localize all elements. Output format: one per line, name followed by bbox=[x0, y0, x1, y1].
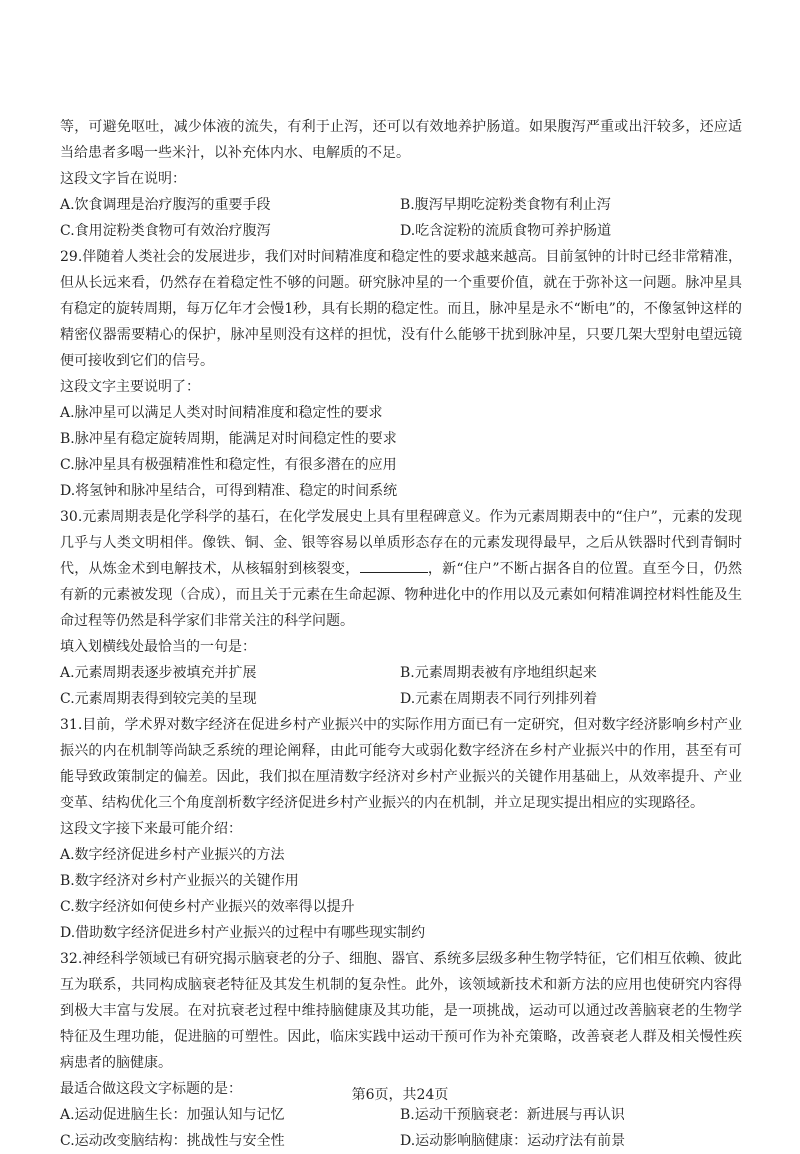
question-30-options bbox=[60, 660, 742, 712]
option-d[interactable]: D.借助数字经济促进乡村产业振兴的过程中有哪些现实制约 bbox=[60, 925, 426, 941]
page-content bbox=[60, 114, 742, 1154]
page-number: 第6页，共24页 bbox=[351, 1087, 449, 1103]
question-31-options bbox=[60, 842, 742, 946]
option-a[interactable]: A.运动促进脑生长：加强认知与记忆 bbox=[60, 1107, 285, 1123]
option-b[interactable]: B.运动干预脑衰老：新进展与再认识 bbox=[400, 1107, 625, 1123]
option-c[interactable]: C.元素周期表得到较完美的呈现 bbox=[60, 691, 257, 707]
question-28-passage: 等，可避免呕吐，减少体液的流失，有利于止泻，还可以有效地养护肠道。如果腹泻严重或出汗较多，还应适当给患者多喝一些米汁，以补充体内水、电解质的不足。 bbox=[60, 119, 742, 161]
option-b[interactable]: B.腹泻早期吃淀粉类食物有利止泻 bbox=[400, 197, 611, 213]
question-28-prompt: 这段文字旨在说明： bbox=[60, 171, 186, 187]
option-c[interactable]: C.运动改变脑结构：挑战性与安全性 bbox=[60, 1133, 285, 1149]
question-30 bbox=[60, 504, 742, 712]
question-32-passage: 32.神经科学领域已有研究揭示脑衰老的分子、细胞、器官、系统多层级多种生物学特征，它们相互依赖、彼此互为联系，共同构成脑衰老特征及其发生机制的复杂性。此外，该领域新技术和新方法的应用也使研究内容得到极大丰富与发展。在对抗衰老过程中维持脑健康及其功能，是一项挑战，运动可以通过改善脑衰老的生物学特征及生理功能，促进脑的可塑性。因此，临床实践中运动干预可作为补充策略，改善衰老人群及相关慢性疾病患者的脑健康。 bbox=[60, 951, 742, 1071]
question-29-prompt: 这段文字主要说明了： bbox=[60, 379, 200, 395]
option-b[interactable]: B.元素周期表被有序地组织起来 bbox=[400, 665, 597, 681]
question-32-prompt: 最适合做这段文字标题的是： bbox=[60, 1081, 242, 1097]
option-c[interactable]: C.脉冲星具有极强精准性和稳定性，有很多潜在的应用 bbox=[60, 457, 397, 473]
question-31-passage: 31.目前，学术界对数字经济在促进乡村产业振兴中的实际作用方面已有一定研究，但对数字经济影响乡村产业振兴的内在机制等尚缺乏系统的理论阐释，由此可能夸大或弱化数字经济在乡村产业振兴中的作用，甚至有可能导致政策制定的偏差。因此，我们拟在厘清数字经济对乡村产业振兴的关键作用基础上，从效率提升、产业变革、结构优化三个角度剖析数字经济促进乡村产业振兴的内在机制，并立足现实提出相应的实现路径。 bbox=[60, 717, 742, 811]
option-b[interactable]: B.脉冲星有稳定旋转周期，能满足对时间稳定性的要求 bbox=[60, 431, 397, 447]
option-d[interactable]: D.吃含淀粉的流质食物可养护肠道 bbox=[400, 223, 612, 239]
option-d[interactable]: D.运动影响脑健康：运动疗法有前景 bbox=[400, 1133, 626, 1149]
option-d[interactable]: D.元素在周期表不同行列排列着 bbox=[400, 691, 598, 707]
option-c[interactable]: C.数字经济如何使乡村产业振兴的效率得以提升 bbox=[60, 899, 355, 915]
question-31 bbox=[60, 712, 742, 946]
option-c[interactable]: C.食用淀粉类食物可有效治疗腹泻 bbox=[60, 223, 271, 239]
question-29-options bbox=[60, 400, 742, 504]
option-d[interactable]: D.将氢钟和脉冲星结合，可得到精准、稳定的时间系统 bbox=[60, 483, 398, 499]
question-32-options bbox=[60, 1102, 742, 1154]
option-a[interactable]: A.数字经济促进乡村产业振兴的方法 bbox=[60, 847, 285, 863]
option-a[interactable]: A.脉冲星可以满足人类对时间精准度和稳定性的要求 bbox=[60, 405, 383, 421]
question-32 bbox=[60, 946, 742, 1154]
passage-after-blank: ，新“住户”不断占据各自的位置。直至今日，仍然有新的元素被发现（合成），而且关于元素在生命起源、物种进化中的作用以及元素如何精准调控材料性能及生命过程等仍然是科学家们非常关注的科学问题。 bbox=[60, 561, 742, 629]
question-28-options bbox=[60, 192, 742, 244]
fill-in-blank bbox=[360, 558, 428, 573]
question-31-prompt: 这段文字接下来最可能介绍： bbox=[60, 821, 242, 837]
question-29 bbox=[60, 244, 742, 504]
passage-before-blank: 30.元素周期表是化学科学的基石，在化学发展史上具有里程碑意义。作为元素周期表中的“住户”，元素的发现几乎与人类文明相伴。像铁、铜、金、银等容易以单质形态存在的元素发现得最早，之后从铁器时代到青铜时代，从炼金术到电解技术，从核辐射到核裂变， bbox=[60, 509, 742, 577]
question-29-passage: 29.伴随着人类社会的发展进步，我们对时间精准度和稳定性的要求越来越高。目前氢钟的计时已经非常精准，但从长远来看，仍然存在着稳定性不够的问题。研究脉冲星的一个重要价值，就在于弥补这一问题。脉冲星具有稳定的旋转周期，每万亿年才会慢1秒，具有长期的稳定性。而且，脉冲星是永不“断电”的，不像氢钟这样的精密仪器需要精心的保护，脉冲星则没有这样的担忧，没有什么能够干扰到脉冲星，只要几架大型射电望远镜便可接收到它们的信号。 bbox=[60, 249, 742, 369]
question-28 bbox=[60, 114, 742, 244]
option-b[interactable]: B.数字经济对乡村产业振兴的关键作用 bbox=[60, 873, 299, 889]
question-30-passage bbox=[60, 504, 742, 634]
question-30-prompt: 填入划横线处最恰当的一句是： bbox=[60, 639, 256, 655]
option-a[interactable]: A.饮食调理是治疗腹泻的重要手段 bbox=[60, 197, 271, 213]
option-a[interactable]: A.元素周期表逐步被填充并扩展 bbox=[60, 665, 257, 681]
